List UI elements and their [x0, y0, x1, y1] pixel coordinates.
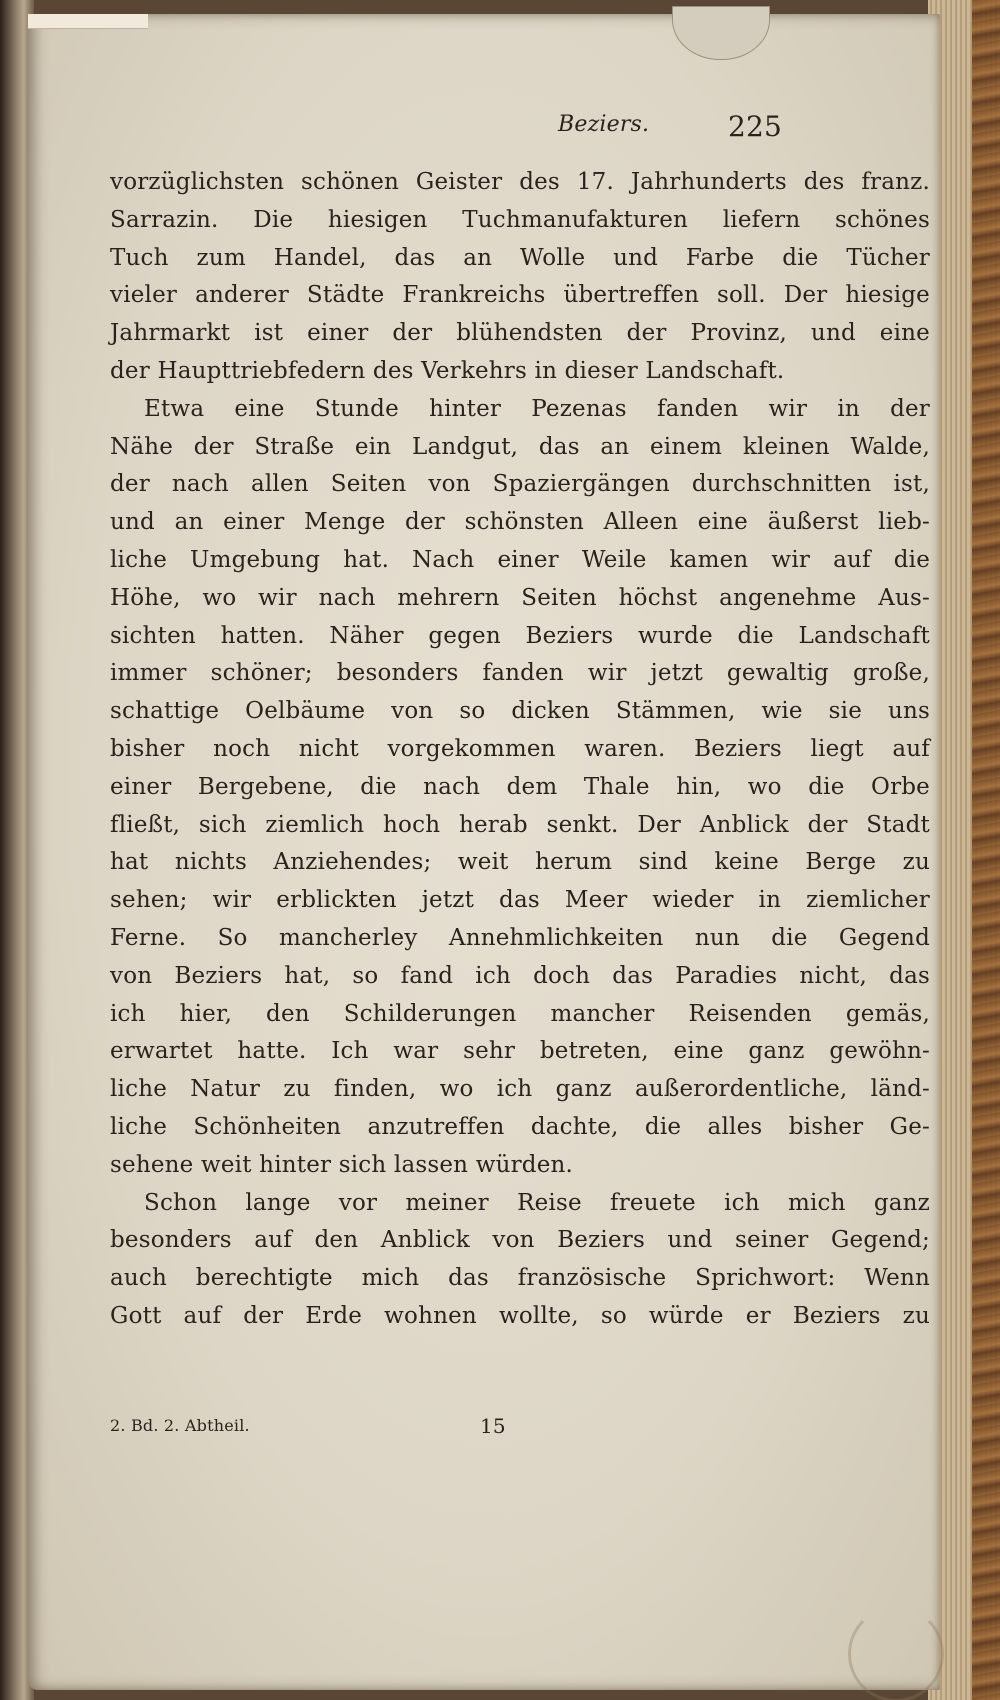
running-head: Beziers. [558, 112, 650, 137]
text-line: liche Schönheiten anzutreffen dachte, die alles bisher Ge- [110, 1113, 930, 1140]
text-line: hat nichts Anziehendes; weit herum sind keine Berge zu [110, 849, 930, 876]
text-line: sehen; wir erblickten jetzt das Meer wieder in ziemlicher [110, 887, 930, 914]
text-line: Gott auf der Erde wohnen wollte, so würde er Beziers zu [110, 1302, 930, 1329]
text-line: Schon lange vor meiner Reise freuete ich mich ganz [144, 1189, 930, 1216]
text-line: der nach allen Seiten von Spaziergängen durchschnitten ist, [110, 471, 930, 498]
page-sheet [28, 14, 940, 1690]
text-line: schattige Oelbäume von so dicken Stämmen, wie sie uns [110, 698, 930, 725]
text-line: Nähe der Straße ein Landgut, das an einem kleinen Walde, [110, 433, 930, 460]
text-line: Etwa eine Stunde hinter Pezenas fanden wir in der [144, 395, 930, 422]
text-line: Jahrmarkt ist einer der blühendsten der Provinz, und eine [110, 320, 930, 347]
text-line: liche Umgebung hat. Nach einer Weile kamen wir auf die [110, 546, 930, 573]
text-line: von Beziers hat, so fand ich doch das Paradies nicht, das [110, 962, 930, 989]
sheet-number: 15 [480, 1414, 506, 1438]
text-line: liche Natur zu finden, wo ich ganz außerordentliche, länd- [110, 1076, 930, 1103]
text-line: Ferne. So mancherley Annehmlichkeiten nun die Gegend [110, 924, 930, 951]
text-line: fließt, sich ziemlich hoch herab senkt. Der Anblick der Stadt [110, 811, 930, 838]
text-line: Höhe, wo wir nach mehrern Seiten höchst angenehme Aus- [110, 584, 930, 611]
text-line: auch berechtigte mich das französische Sprichwort: Wenn [110, 1265, 930, 1292]
signature-mark: 2. Bd. 2. Abtheil. [110, 1416, 250, 1435]
text-line: einer Bergebene, die nach dem Thale hin, wo die Orbe [110, 773, 930, 800]
text-line: Tuch zum Handel, das an Wolle und Farbe die Tücher [110, 244, 930, 271]
page-number: 225 [728, 110, 783, 143]
text-line: erwartet hatte. Ich war sehr betreten, eine ganz gewöhn- [110, 1038, 930, 1065]
text-line: und an einer Menge der schönsten Alleen eine äußerst lieb- [110, 509, 930, 536]
text-line: bisher noch nicht vorgekommen waren. Beziers liegt auf [110, 735, 930, 762]
text-line: Sarrazin. Die hiesigen Tuchmanufakturen liefern schönes [110, 206, 930, 233]
page-tab [672, 6, 770, 60]
body-text [110, 164, 930, 1336]
text-line: sichten hatten. Näher gegen Beziers wurde die Landschaft [110, 622, 930, 649]
text-line: immer schöner; besonders fanden wir jetzt gewaltig große, [110, 660, 930, 687]
text-line: ich hier, den Schilderungen mancher Reisenden gemäs, [110, 1000, 930, 1027]
stain-ring [848, 1606, 944, 1700]
text-line: der Haupttriebfedern des Verkehrs in dieser Landschaft. [110, 357, 785, 384]
text-line: vorzüglichsten schönen Geister des 17. Jahrhunderts des franz. [110, 169, 930, 195]
text-line: besonders auf den Anblick von Beziers und seiner Gegend; [110, 1227, 930, 1254]
library-label-strip [28, 14, 148, 29]
text-line: sehene weit hinter sich lassen würden. [110, 1151, 574, 1178]
text-line: vieler anderer Städte Frankreichs übertreffen soll. Der hiesige [110, 282, 930, 309]
